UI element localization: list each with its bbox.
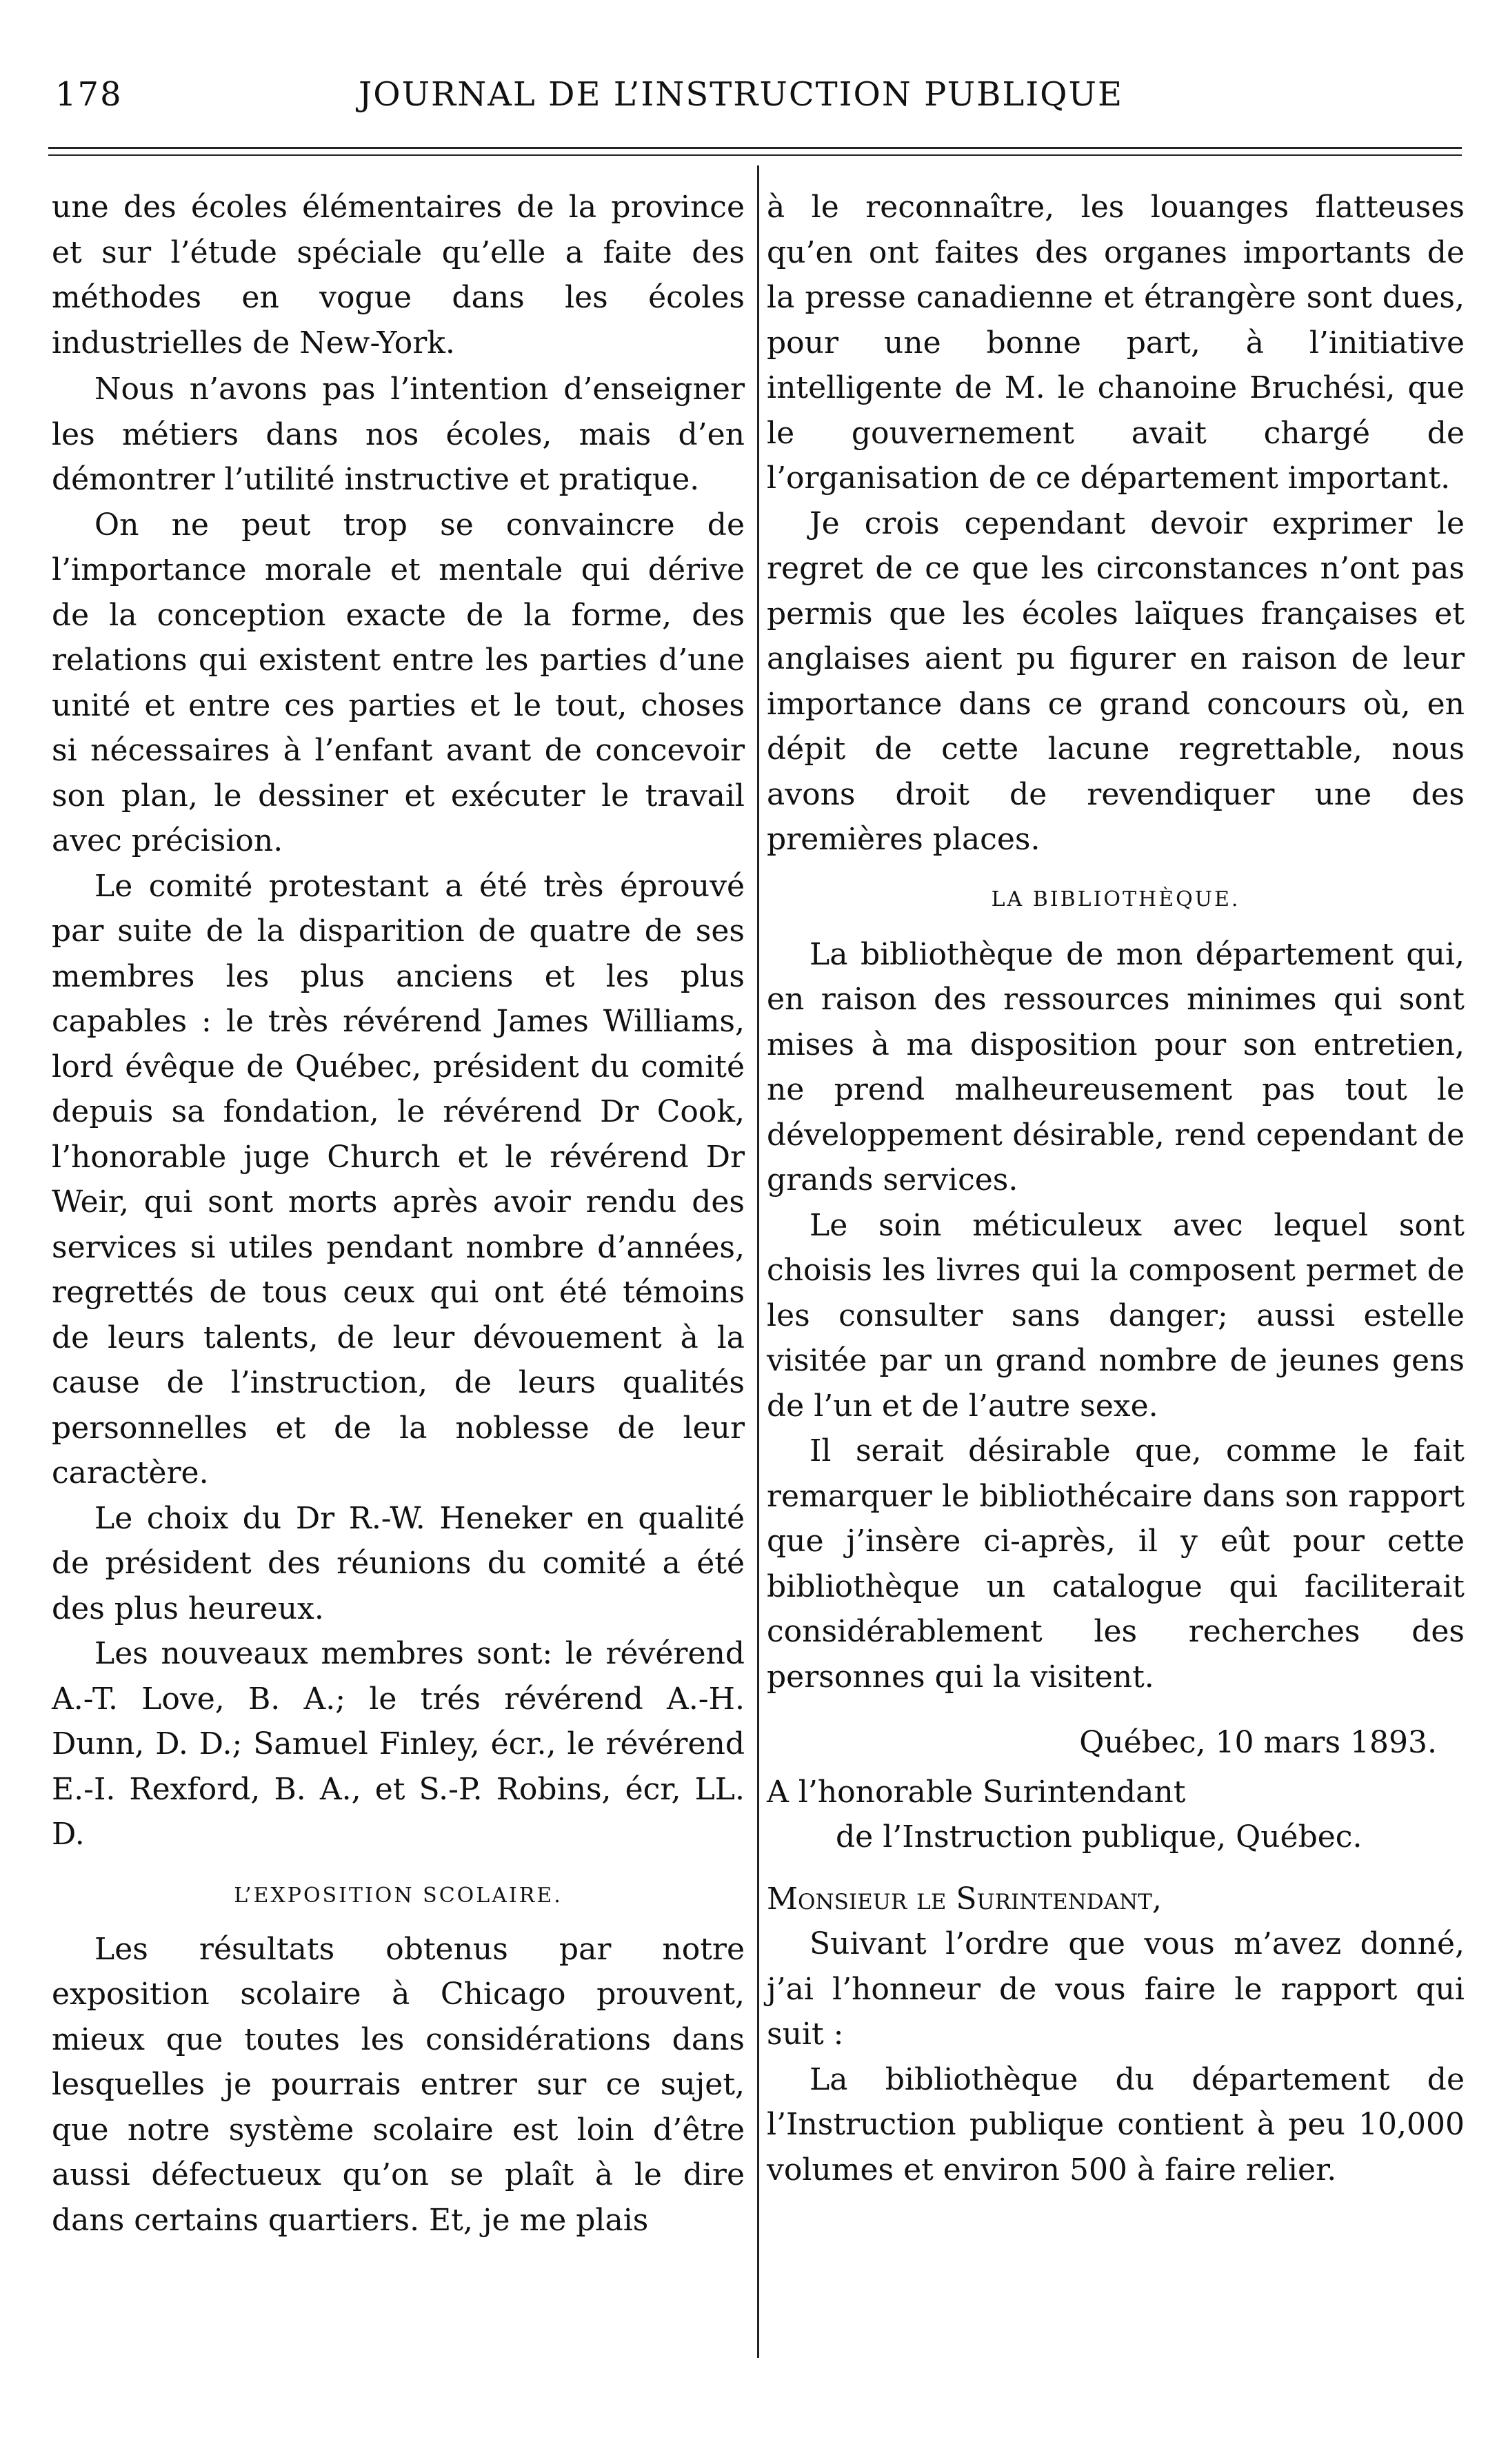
paragraph: Nous n’avons pas l’intention d’enseigner les métiers dans nos écoles, mais d’en démontrer l’utilité instructive et pratique. <box>52 372 745 497</box>
paragraph: à le reconnaître, les louanges flatteuses qu’en ont faites des organes importants de la presse canadienne et étrangère sont dues, pour une bonne part, à l’initiative intelligente de M. le chanoine Bruchési, que le gouvernement avait chargé de l’organisation de ce département important. <box>767 190 1465 496</box>
paragraph: On ne peut trop se convaincre de l’importance morale et mentale qui dérive de la conception exacte de la forme, des relations qui existent entre les parties d’une unité et entre ces parties et le tout, choses si nécessaires à l’enfant avant de concevoir son plan, le dessiner et exécuter le travail avec précision. <box>52 507 745 858</box>
paragraph: Les résultats obtenus par notre exposition scolaire à Chicago prouvent, mieux que toutes les considérations dans lesquelles je pourrais entrer sur ce sujet, que notre système scolaire est loin d’être aussi défectueux qu’on se plaît à le dire dans certains quartiers. Et, je me plais <box>52 1931 745 2238</box>
header-rule <box>48 147 1462 149</box>
paragraph: Le comité protestant a été très éprouvé par suite de la disparition de quatre de ses membres les plus anciens et les plus capables : le très révérend James Williams, lord évêque de Québec, président du comité depuis sa fondation, le révérend Dr Cook, l’honorable juge Church et le révérend Dr Weir, qui sont morts après avoir rendu des services si utiles pendant nombre d’années, regrettés de tous ceux qui ont été témoins de leurs talents, de leur dévouement à la cause de l’instruction, de leurs qualités personnelles et de la noblesse de leur caractère. <box>52 868 745 1491</box>
address-line: de l’Instruction publique, Québec. <box>836 1819 1363 1855</box>
right-column <box>767 185 1465 2192</box>
paragraph: Les nouveaux membres sont: le révérend A.-T. Love, B. A.; le trés révérend A.-H. Dunn, D. D.; Samuel Finley, écr., le révérend E.-I. Rexford, B. A., et S.-P. Robins, écr, LL. D. <box>52 1636 745 1852</box>
paragraph: La bibliothèque du département de l’Instruction publique contient à peu 10,000 volumes et environ 500 à faire relier. <box>767 2061 1465 2188</box>
address-line: A l’honorable Surintendant <box>767 1774 1186 1810</box>
section-heading: L’EXPOSITION SCOLAIRE. <box>234 1883 563 1908</box>
dateline: Québec, 10 mars 1893. <box>1079 1725 1437 1760</box>
header-rule-thin <box>48 154 1462 156</box>
paragraph: Je crois cependant devoir exprimer le regret de ce que les circonstances n’ont pas permis que les écoles laïques françaises et anglaises aient pu figurer en raison de leur importance dans ce grand concours où, en dépit de cette lacune regrettable, nous avons droit de revendiquer une des premières places. <box>767 505 1465 857</box>
page-header <box>48 65 1467 128</box>
paragraph: Le choix du Dr R.-W. Heneker en qualité de président des réunions du comité a été des plus heureux. <box>52 1500 745 1626</box>
paragraph: une des écoles élémentaires de la province et sur l’étude spéciale qu’elle a faite des méthodes en vogue dans les écoles industrielles de New-York. <box>52 190 745 361</box>
paragraph: Le soin méticuleux avec lequel sont choisis les livres qui la composent permet de les consulter sans danger; aussi estelle visitée par un grand nombre de jeunes gens de l’un et de l’autre sexe. <box>767 1207 1465 1424</box>
column-divider <box>757 165 759 2358</box>
left-column <box>52 185 745 2243</box>
running-title: JOURNAL DE L’INSTRUCTION PUBLIQUE <box>359 75 1124 114</box>
salutation: Monsieur le Surintendant, <box>767 1881 1162 1917</box>
paragraph: Suivant l’ordre que vous m’avez donné, j’ai l’honneur de vous faire le rapport qui suit : <box>767 1926 1465 2052</box>
section-heading: LA BIBLIOTHÈQUE. <box>991 887 1240 911</box>
paragraph: La bibliothèque de mon département qui, en raison des ressources minimes qui sont mises à ma disposition pour son entretien, ne prend malheureusement pas tout le développement désirable, rend cependant de grands services. <box>767 936 1465 1198</box>
page-number: 178 <box>55 75 123 114</box>
paragraph: Il serait désirable que, comme le fait remarquer le bibliothécaire dans son rapport que j’insère ci-après, il y eût pour cette bibliothèque un catalogue qui faciliterait considérablement les recherches des personnes qui la visitent. <box>767 1433 1465 1695</box>
